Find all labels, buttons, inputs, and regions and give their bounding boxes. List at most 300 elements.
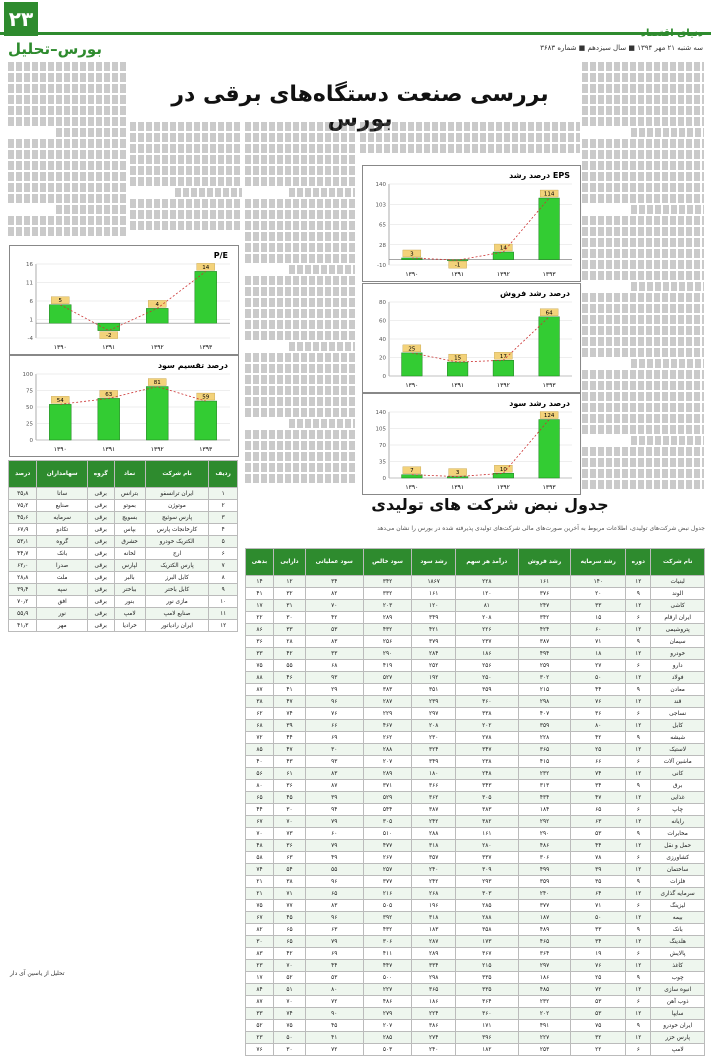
table-cell: ۳۰ xyxy=(274,612,306,624)
table-row xyxy=(246,816,705,828)
table-header-cell: نام شرکت xyxy=(651,549,705,576)
table-cell: ۳۴۳ xyxy=(455,780,518,792)
chart-sales-growth xyxy=(362,283,581,393)
table-row xyxy=(246,888,705,900)
y-tick-label: 35 xyxy=(379,459,386,466)
table-cell: ۲۹۷ xyxy=(518,960,571,972)
table-cell: بباختر xyxy=(114,584,145,596)
table-cell: ۱۲ xyxy=(626,912,651,924)
table-cell: موتوژن xyxy=(145,500,209,512)
table-row xyxy=(246,804,705,816)
text-line xyxy=(8,73,128,82)
x-tick-label: ۱۳۹۲ xyxy=(150,344,164,351)
text-line xyxy=(582,194,704,203)
table-cell: سایپا xyxy=(651,1008,705,1020)
table-cell: ۵۲۹ xyxy=(363,792,412,804)
table-cell: برقی xyxy=(87,524,114,536)
bar xyxy=(98,398,120,440)
x-tick-label: ۱۳۹۲ xyxy=(150,446,164,453)
data-label: 15 xyxy=(454,355,462,362)
shareholders-table xyxy=(8,460,238,632)
table-cell: ۱۲ xyxy=(626,840,651,852)
table-cell: شیشه xyxy=(651,732,705,744)
text-line xyxy=(631,436,704,445)
table-cell: ایران خودرو xyxy=(651,1020,705,1032)
table-cell: ۲۸۴ xyxy=(412,648,455,660)
text-line xyxy=(245,287,355,296)
text-line xyxy=(245,386,355,395)
table-cell: ۹ xyxy=(626,588,651,600)
table-cell: ۵۰ xyxy=(571,912,626,924)
x-tick-label: ۱۳۹۱ xyxy=(451,271,465,278)
table-cell: ۲۸۵ xyxy=(363,1032,412,1044)
table-cell: ۳۵۱ xyxy=(412,684,455,696)
table-row xyxy=(246,696,705,708)
table-cell: ۴۱٫۳ xyxy=(9,620,37,632)
y-tick-label: 11 xyxy=(26,280,33,287)
table-cell: ۳۳ xyxy=(246,648,274,660)
table-cell: ۳۶۴ xyxy=(518,948,571,960)
text-line xyxy=(130,199,242,208)
table-cell: ۹ xyxy=(626,780,651,792)
table-cell: مازی نور xyxy=(145,596,209,608)
table-cell: ۲۸ xyxy=(274,636,306,648)
table-cell: ۴۱۹ xyxy=(363,660,412,672)
table-cell: ۴۷ xyxy=(571,792,626,804)
table-cell: ۴۹۹ xyxy=(518,864,571,876)
table-cell: ۲۰ xyxy=(571,588,626,600)
table-cell: ۳۲ xyxy=(571,1032,626,1044)
table-cell: ۴۹۴ xyxy=(518,648,571,660)
table-row xyxy=(246,936,705,948)
table-cell: ۷۰ xyxy=(305,600,363,612)
text-line xyxy=(582,139,704,148)
table-cell: فلزات xyxy=(651,876,705,888)
text-line xyxy=(582,381,704,390)
data-label: 4 xyxy=(155,301,159,308)
table-cell: کابل البرز xyxy=(145,572,209,584)
text-line xyxy=(289,342,355,351)
table-cell: ۱۹۶ xyxy=(412,900,455,912)
table-header-cell: سهامداران xyxy=(37,461,87,488)
table-cell: ۴۷ xyxy=(274,744,306,756)
bar xyxy=(402,475,423,478)
table-cell: ۳۳۵ xyxy=(455,972,518,984)
table-cell: ۴۸۹ xyxy=(518,924,571,936)
table-cell: ۸۱ xyxy=(455,600,518,612)
table-cell: ۷۶ xyxy=(571,696,626,708)
text-line xyxy=(130,221,242,230)
text-line xyxy=(130,144,242,153)
table-cell: ۲۳۸ xyxy=(455,756,518,768)
table-cell: ۶ xyxy=(626,948,651,960)
x-tick-label: ۱۳۹۰ xyxy=(405,271,419,278)
table-cell: ۶۵ xyxy=(305,888,363,900)
text-line xyxy=(582,161,704,170)
table-cell: برقی xyxy=(87,560,114,572)
table-cell: ۹ xyxy=(626,828,651,840)
table-cell: نساجی xyxy=(651,708,705,720)
table-cell: ۲۳۲ xyxy=(518,996,571,1008)
table-cell: ۳۸ xyxy=(246,696,274,708)
table-cell: ۲۷۹ xyxy=(363,1008,412,1020)
table-cell: ۹ xyxy=(626,636,651,648)
table-cell: ۸۳ xyxy=(305,900,363,912)
table-cell: ۷۹ xyxy=(305,840,363,852)
table-cell: ۳۶۰ xyxy=(455,696,518,708)
table-cell: ۴۹۱ xyxy=(518,1020,571,1032)
y-tick-label: 75 xyxy=(26,388,33,395)
table-row xyxy=(246,576,705,588)
table-cell: چاپ xyxy=(651,804,705,816)
table-cell: ۸۷ xyxy=(246,996,274,1008)
table-cell: ۳۵۸ xyxy=(455,924,518,936)
table-cell: ۳۶۰ xyxy=(455,1008,518,1020)
y-tick-label: 50 xyxy=(26,405,33,411)
table-cell: ۵۳ xyxy=(305,972,363,984)
text-line xyxy=(130,210,242,219)
x-tick-label: ۱۳۹۱ xyxy=(102,344,116,351)
bar xyxy=(98,323,120,330)
y-tick-label: 105 xyxy=(375,426,386,433)
table-cell: خشرق xyxy=(114,536,145,548)
table-cell: ۲۷۸ xyxy=(455,732,518,744)
table-cell: ۶۷ xyxy=(246,912,274,924)
table-row xyxy=(9,488,238,500)
bar xyxy=(146,308,168,323)
table-cell: نور xyxy=(37,608,87,620)
table-cell: غذایی xyxy=(651,792,705,804)
table-cell: ۲۳ xyxy=(246,960,274,972)
table-cell: ۲۸۷ xyxy=(363,696,412,708)
table-cell: ۴۶۷ xyxy=(363,720,412,732)
table-cell: ۴۴ xyxy=(246,804,274,816)
table-cell: ۶۸ xyxy=(246,720,274,732)
table-cell: ۹ xyxy=(626,876,651,888)
table-cell: ۲۰۳ xyxy=(363,600,412,612)
table-cell: ۲۳ xyxy=(246,1032,274,1044)
text-line xyxy=(582,315,704,324)
data-label: 3 xyxy=(410,251,414,258)
chart-pe xyxy=(9,245,239,355)
table-header-cell: گروه xyxy=(87,461,114,488)
data-label: 54 xyxy=(56,397,64,404)
text-line xyxy=(130,166,242,175)
table-cell: ۳۰۶ xyxy=(363,936,412,948)
table-cell: ۳۶۵ xyxy=(518,744,571,756)
table-cell: قند xyxy=(651,696,705,708)
y-tick-label: 80 xyxy=(379,300,386,306)
table-cell: ۳۳ xyxy=(571,600,626,612)
table-cell: گروه xyxy=(37,536,87,548)
table-header-cell: رشد فروش xyxy=(518,549,571,576)
table-cell: ۶۰ xyxy=(571,624,626,636)
table-cell: ۵۲ xyxy=(274,972,306,984)
table-cell: ۶۳ xyxy=(305,924,363,936)
table-cell: ۲۱۶ xyxy=(363,888,412,900)
table-cell: ۳۳۲ xyxy=(363,588,412,600)
table-row xyxy=(246,780,705,792)
x-tick-label: ۱۳۹۰ xyxy=(405,382,419,389)
table-row xyxy=(246,744,705,756)
chart-title: درصد رشد سود xyxy=(509,399,570,408)
table-cell: ۱ xyxy=(209,488,238,500)
text-line xyxy=(8,194,128,203)
table-cell: لیزینگ xyxy=(651,900,705,912)
table-cell: ۲۰۲ xyxy=(455,720,518,732)
text-line xyxy=(582,337,704,346)
table-cell: ۷۶ xyxy=(305,708,363,720)
table-cell: ۶۵ xyxy=(571,804,626,816)
table-cell: ۴۶ xyxy=(274,672,306,684)
table-cell: ۵۴۴ xyxy=(363,804,412,816)
table-row xyxy=(246,1044,705,1056)
table-cell: ۷۶ xyxy=(571,960,626,972)
table-cell: ۵۵٫۹ xyxy=(9,608,37,620)
y-tick-label: 1 xyxy=(29,317,33,324)
table-cell: پالایش xyxy=(651,948,705,960)
x-tick-label: ۱۳۹۲ xyxy=(496,484,510,491)
table-cell: ۶۹ xyxy=(305,732,363,744)
text-line xyxy=(245,452,355,461)
table-cell: ۵۳ xyxy=(571,996,626,1008)
y-tick-label: 6 xyxy=(29,299,33,305)
y-tick-label: 0 xyxy=(382,476,386,482)
table-cell: ۲۸۸ xyxy=(363,744,412,756)
table-cell: ۲۱ xyxy=(246,876,274,888)
data-label: 64 xyxy=(545,310,553,317)
table-cell: ۶۶ xyxy=(305,720,363,732)
table-cell: ۸۴ xyxy=(246,984,274,996)
table-cell: ۳۸۶ xyxy=(412,1020,455,1032)
table-cell: ۷۴ xyxy=(274,708,306,720)
table-row xyxy=(9,536,238,548)
shareholders-table-wrapper xyxy=(8,460,238,965)
text-line xyxy=(582,403,704,412)
table-cell: ۸۰ xyxy=(246,780,274,792)
table-cell: ۴۳۴ xyxy=(518,792,571,804)
table-cell: ۷۴ xyxy=(571,768,626,780)
text-line xyxy=(289,265,355,274)
bar xyxy=(195,401,217,440)
table-cell: ۲۲۹ xyxy=(363,708,412,720)
table-cell: ۶۰ xyxy=(305,828,363,840)
table-cell: کارخانجات پارس xyxy=(145,524,209,536)
table-cell: ۹۳ xyxy=(305,672,363,684)
table-cell: ۳۴۷ xyxy=(455,744,518,756)
table-cell: ۳۷۹ xyxy=(412,636,455,648)
table-cell: ۳۴۲ xyxy=(518,612,571,624)
table-cell: ۱۷ xyxy=(246,972,274,984)
table-cell: ۴۲۱ xyxy=(412,624,455,636)
table-cell: ۵۳ xyxy=(571,828,626,840)
table-cell: ۷۰ xyxy=(274,960,306,972)
data-label: 81 xyxy=(153,380,161,387)
table-cell: ۳۷۷ xyxy=(518,900,571,912)
table-cell: ۱۲ xyxy=(209,620,238,632)
data-label: 124 xyxy=(543,413,555,420)
table-cell: ۷۶ xyxy=(246,1044,274,1056)
text-line xyxy=(130,155,242,164)
table-cell: ۳۰۶ xyxy=(518,852,571,864)
text-line xyxy=(582,216,704,225)
table-cell: ۶ xyxy=(626,708,651,720)
table-cell: ۳۴ xyxy=(571,936,626,948)
text-line xyxy=(245,276,355,285)
table-cell: ۲۰۸ xyxy=(412,720,455,732)
x-tick-label: ۱۳۹۳ xyxy=(542,382,556,389)
table-cell: ۳۸۳ xyxy=(363,684,412,696)
table-cell: ۳۵۹ xyxy=(518,876,571,888)
chart-title: درصد رشد EPS xyxy=(509,171,570,180)
table-cell: ۲ xyxy=(209,500,238,512)
table-cell: ۷۴ xyxy=(246,864,274,876)
table-cell: ۴۸۶ xyxy=(518,840,571,852)
table-cell: ۲۵۶ xyxy=(363,636,412,648)
table-row xyxy=(246,1020,705,1032)
text-line xyxy=(8,62,128,71)
table-cell: ۷ xyxy=(209,560,238,572)
table-cell: تکادو xyxy=(37,524,87,536)
table-cell: ۱۲ xyxy=(626,888,651,900)
table-cell: برقی xyxy=(87,512,114,524)
table-cell: بموتو xyxy=(114,500,145,512)
text-line xyxy=(8,95,128,104)
table-row xyxy=(246,840,705,852)
table-row xyxy=(246,828,705,840)
table-row xyxy=(246,708,705,720)
table-cell: ۳۹ xyxy=(305,792,363,804)
table-cell: ۵۱۰ xyxy=(363,828,412,840)
table-cell: ۹۶ xyxy=(305,696,363,708)
text-line xyxy=(245,254,355,263)
table-cell: ۲۹۰ xyxy=(363,648,412,660)
table-cell: ۲۵۹ xyxy=(518,660,571,672)
table-cell: ۷۲ xyxy=(305,996,363,1008)
table-cell: معادن xyxy=(651,684,705,696)
table-header-cell: نام شرکت xyxy=(145,461,209,488)
text-line xyxy=(245,144,355,153)
table-cell: ۸۰ xyxy=(305,984,363,996)
table-cell: ۵۰ xyxy=(571,672,626,684)
table-cell: ۲۸۹ xyxy=(412,948,455,960)
table-cell: ۳۹ xyxy=(274,720,306,732)
data-label: 10 xyxy=(499,466,507,473)
table-cell: ۲۸۰ xyxy=(455,840,518,852)
table-cell: ۱۱ xyxy=(209,608,238,620)
table-cell: ۳۸ xyxy=(274,876,306,888)
table-cell: پارس سوئیچ xyxy=(145,512,209,524)
table-cell: افق xyxy=(37,596,87,608)
table-cell: ۷۷ xyxy=(274,900,306,912)
text-line xyxy=(56,128,128,137)
data-label: 3 xyxy=(455,470,460,477)
table-cell: انبوه سازی xyxy=(651,984,705,996)
table-cell: ۱۶۱ xyxy=(455,828,518,840)
table-cell: ۱۶۱ xyxy=(518,576,571,588)
table-cell: صنایع لامپ xyxy=(145,608,209,620)
table-cell: ۱۲ xyxy=(626,768,651,780)
table-cell: ذوب آهن xyxy=(651,996,705,1008)
table-cell: ۳۴۲ xyxy=(363,576,412,588)
table-cell: ۳۰ xyxy=(305,744,363,756)
table-row xyxy=(9,524,238,536)
text-line xyxy=(582,62,704,71)
table-cell: ۱۲ xyxy=(626,744,651,756)
trend-line xyxy=(412,198,549,260)
text-line xyxy=(245,309,355,318)
table-cell: کاشی xyxy=(651,600,705,612)
table-cell: الکتریک خودرو xyxy=(145,536,209,548)
data-label: 63 xyxy=(105,391,113,398)
data-label: 17 xyxy=(499,353,507,360)
table-cell: ۹ xyxy=(626,1020,651,1032)
table-cell: ۲۷ xyxy=(571,660,626,672)
table-cell: ۳۱ xyxy=(274,600,306,612)
table-cell: ۳۶۴ xyxy=(455,996,518,1008)
table-cell: ۴۴ xyxy=(571,840,626,852)
chart-profit-growth xyxy=(362,393,581,495)
table-cell: ۲۴۸ xyxy=(455,768,518,780)
text-line xyxy=(289,188,355,197)
table-cell: ۱۸۳ xyxy=(412,924,455,936)
footer-credit: تحلیل از یاسین آی دار xyxy=(10,970,65,977)
text-line xyxy=(130,177,242,186)
table-cell: ۴۱ xyxy=(305,1032,363,1044)
table-cell: ۷۰ xyxy=(246,828,274,840)
table-cell: ۴۴ xyxy=(571,684,626,696)
table-cell: ۲۶۷ xyxy=(363,852,412,864)
table-cell: ۸۳ xyxy=(246,948,274,960)
table-cell: ۹۴ xyxy=(305,804,363,816)
y-tick-label: 140 xyxy=(375,410,386,416)
table-cell: برق xyxy=(651,780,705,792)
table-cell: ۴۵٫۶ xyxy=(9,512,37,524)
table-cell: کابل xyxy=(651,720,705,732)
table-cell: ۲۹ xyxy=(305,684,363,696)
table-cell: ۳۷۶ xyxy=(518,588,571,600)
table-cell: ۱۷۳ xyxy=(455,936,518,948)
table-cell: ۲۵۶ xyxy=(455,660,518,672)
table-cell: ۲۶۸ xyxy=(412,888,455,900)
bar xyxy=(493,360,514,376)
table-cell: ۱۲ xyxy=(626,1032,651,1044)
table-cell: برقی xyxy=(87,500,114,512)
y-tick-label: 65 xyxy=(379,222,386,229)
table-cell: ۳۶۵ xyxy=(412,984,455,996)
table-cell: ۲۵۲ xyxy=(412,660,455,672)
table-cell: ۳۰۵ xyxy=(363,816,412,828)
table-cell: دارو xyxy=(651,660,705,672)
table-cell: ۳۳۴ xyxy=(412,960,455,972)
text-line xyxy=(582,414,704,423)
table-cell: ۶ xyxy=(209,548,238,560)
table-cell: ۳۰۳ xyxy=(455,888,518,900)
table-cell: ۷۰ xyxy=(274,996,306,1008)
table-cell: ۶ xyxy=(626,900,651,912)
table-cell: ۲۳۷ xyxy=(455,636,518,648)
table-cell: ۱۸۶۷ xyxy=(412,576,455,588)
table-cell: ۳۴ xyxy=(305,576,363,588)
table-cell: ۲۸۷ xyxy=(412,936,455,948)
table-cell: ۳۹ xyxy=(571,864,626,876)
table-cell: ۳۸۳ xyxy=(455,804,518,816)
text-line xyxy=(245,397,355,406)
table-cell: ۶۵ xyxy=(274,924,306,936)
table-cell: ۲۲ xyxy=(571,1044,626,1056)
table-cell: ۳۰۹ xyxy=(455,864,518,876)
table-cell: ۱۲ xyxy=(626,936,651,948)
